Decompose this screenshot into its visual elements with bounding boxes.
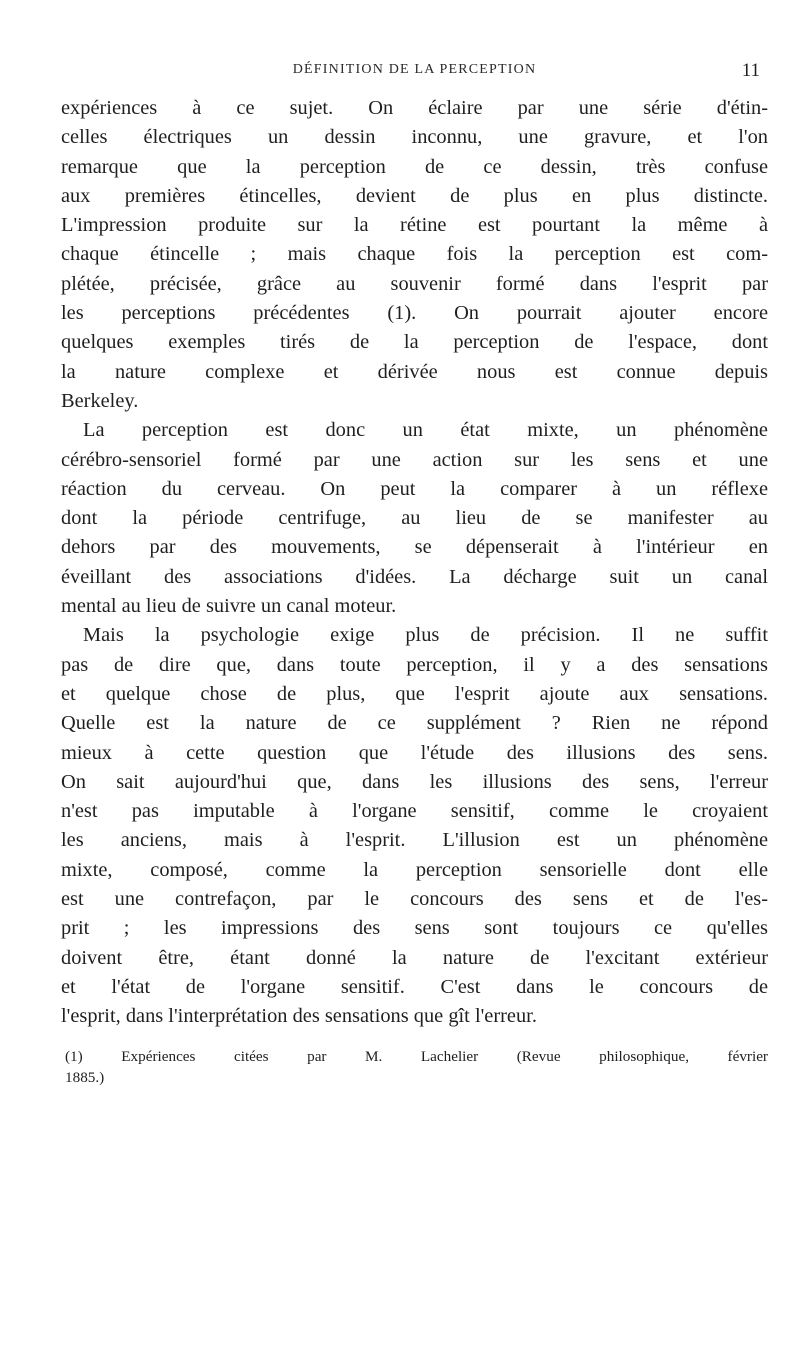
text-line: réaction du cerveau. On peut la comparer à un réflexe [61,477,768,500]
text-line: mixte, composé, comme la perception sensorielle dont elle [61,858,768,881]
text-line: et l'état de l'organe sensitif. C'est dans le concours de [61,975,768,998]
text-line: doivent être, étant donné la nature de l'excitant extérieur [61,946,768,969]
running-title: DÉFINITION DE LA PERCEPTION [292,62,537,77]
text-line: mental au lieu de suivre un canal moteur. [61,595,397,618]
text-line: La perception est donc un état mixte, un phénomène [83,419,768,442]
text-line: Quelle est la nature de ce supplément ? Rien ne répond [61,712,768,735]
text-line: mieux à cette question que l'étude des illusions des sens. [61,741,768,764]
text-line: L'impression produite sur la rétine est pourtant la même à [61,214,768,237]
text-line: On sait aujourd'hui que, dans les illusions des sens, l'erreur [61,770,768,793]
text-line: expériences à ce sujet. On éclaire par une série d'étin- [61,97,768,119]
footnote-line: (1) Expériences citées par M. Lachelier (Revue philosophique, février [65,1047,768,1065]
text-line: éveillant des associations d'idées. La décharge suit un canal [61,565,768,588]
text-line: les anciens, mais à l'esprit. L'illusion est un phénomène [61,829,768,852]
text-line: et quelque chose de plus, que l'esprit ajoute aux sensations. [61,682,768,705]
text-line: remarque que la perception de ce dessin, très confuse [61,155,768,178]
text-line: quelques exemples tirés de la perception de l'espace, dont [61,331,768,354]
text-line: n'est pas imputable à l'organe sensitif, comme le croyaient [61,800,768,823]
text-line: plétée, précisée, grâce au souvenir formé dans l'esprit par [61,272,768,295]
paragraph-2 [61,416,768,621]
page-header [61,62,768,94]
text-line: prit ; les impressions des sens sont toujours ce qu'elles [61,917,768,940]
text-line: pas de dire que, dans toute perception, il y a des sensations [61,653,768,676]
book-page [61,62,768,1088]
page-number: 11 [741,60,760,81]
text-line: l'esprit, dans l'interprétation des sensations que gît l'erreur. [61,1005,537,1028]
text-line: cérébro-sensoriel formé par une action sur les sens et une [61,448,768,471]
text-line: dont la période centrifuge, au lieu de se manifester au [61,507,768,530]
footnote-line: 1885.) [65,1068,105,1086]
text-line: celles électriques un dessin inconnu, une gravure, et l'on [61,126,768,149]
footnote [61,1046,768,1088]
text-line: les perceptions précédentes (1). On pourrait ajouter encore [61,302,768,325]
text-line: aux premières étincelles, devient de plus en plus distincte. [61,184,768,207]
text-line: chaque étincelle ; mais chaque fois la perception est com- [61,243,768,266]
text-line: Mais la psychologie exige plus de précision. Il ne suffit [83,624,768,647]
body-text [61,94,768,1032]
text-line: est une contrefaçon, par le concours des sens et de l'es- [61,888,768,911]
paragraph-1 [61,94,768,416]
text-line: dehors par des mouvements, se dépenserait à l'intérieur en [61,536,768,559]
text-line: Berkeley. [61,389,139,412]
paragraph-3 [61,621,768,1031]
text-line: la nature complexe et dérivée nous est connue depuis [61,360,768,383]
